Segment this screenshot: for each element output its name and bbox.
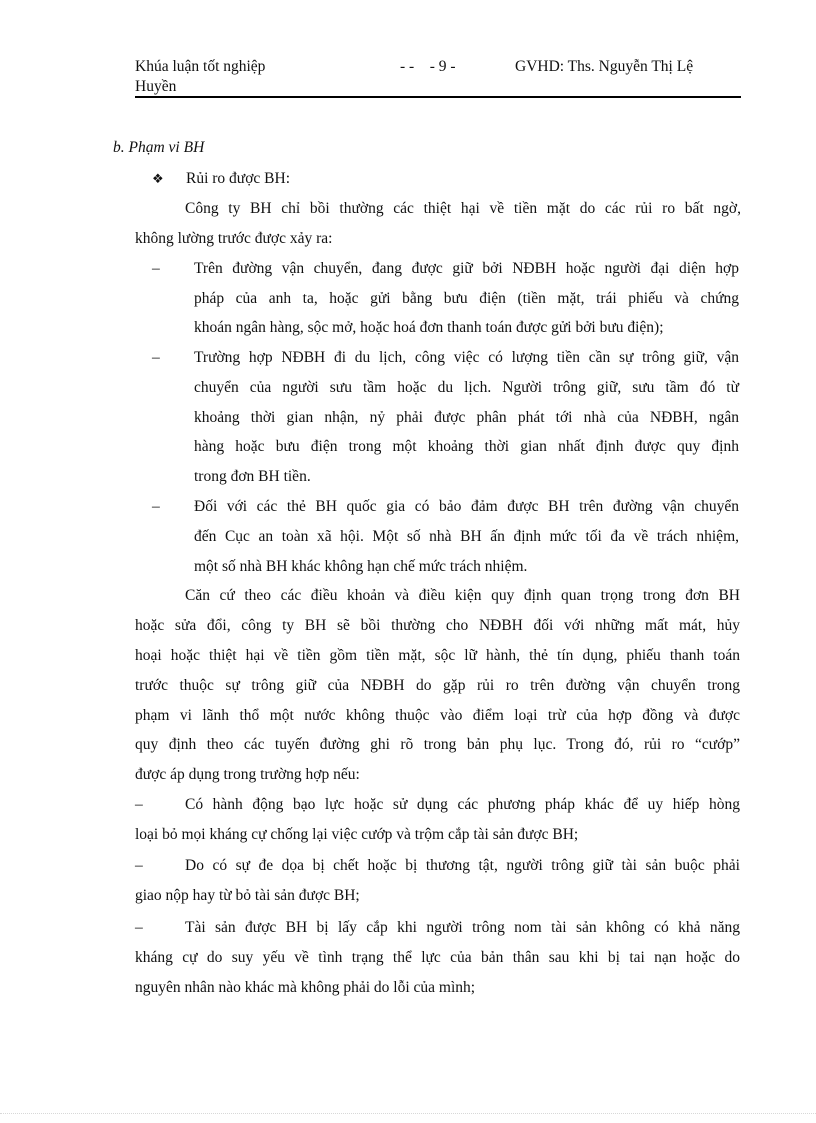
paragraph-line: hoặc sửa đổi, công ty BH sẽ bồi thường cho NĐBH đối với những mất mát, hủy: [135, 617, 740, 634]
list-item-line: Trên đường vận chuyển, đang được giữ bởi NĐBH hoặc người đại diện hợp: [194, 260, 739, 277]
list-item-line: một số nhà BH khác không hạn chế mức trách nhiệm.: [194, 558, 528, 575]
paragraph-line: trước thuộc sự trông giữ của NĐBH do gặp rủi ro trên đường vận chuyển trong: [135, 677, 740, 694]
bullet-heading: Rủi ro được BH:: [186, 170, 290, 187]
page-bottom-border: [0, 1113, 816, 1114]
dash-bullet: –: [152, 498, 160, 515]
list-item-line: Do có sự đe dọa bị chết hoặc bị thương tật, người trông giữ tài sản buộc phải: [185, 857, 740, 874]
list-item-line: Tài sản được BH bị lấy cắp khi người trông nom tài sản không có khả năng: [185, 919, 740, 936]
list-item-line: loại bỏ mọi kháng cự chống lại việc cướp và trộm cắp tài sản được BH;: [135, 826, 579, 843]
list-item-line: Trường hợp NĐBH đi du lịch, công việc có lượng tiền cần sự trông giữ, vận: [194, 349, 739, 366]
header-thesis-label-wrap: Huyền: [135, 78, 177, 95]
dash-bullet: –: [152, 349, 160, 366]
header-divider: [135, 96, 741, 98]
list-item-line: đến Cục an toàn xã hội. Một số nhà BH ấn định mức tối đa về trách nhiệm,: [194, 528, 739, 545]
paragraph-line: hoại hoặc thiệt hại về tiền gồm tiền mặt, sộc lữ hành, thẻ tín dụng, phiếu thanh toán: [135, 647, 740, 664]
page-header: [135, 57, 741, 97]
list-item-line: pháp của anh ta, hoặc gửi bằng bưu điện (tiền mặt, trái phiếu và chứng: [194, 290, 739, 307]
list-item-line: hàng hoặc bưu điện trong một khoảng thời gian nhất định được quy định: [194, 438, 739, 455]
header-supervisor: GVHD: Ths. Nguyễn Thị Lệ: [515, 58, 694, 75]
dash-bullet: –: [135, 796, 143, 813]
paragraph-line: Căn cứ theo các điều khoản và điều kiện quy định quan trọng trong đơn BH: [185, 587, 740, 604]
paragraph-line: quy định theo các tuyến đường ghi rõ trong bản phụ lục. Trong đó, rủi ro “cướp”: [135, 736, 740, 753]
dash-bullet: –: [135, 857, 143, 874]
dash-bullet: –: [135, 919, 143, 936]
diamond-bullet-icon: ❖: [152, 172, 164, 187]
list-item-line: giao nộp hay từ bỏ tài sản được BH;: [135, 887, 360, 904]
list-item-line: Có hành động bạo lực hoặc sử dụng các phương pháp khác để uy hiếp hòng: [185, 796, 740, 813]
paragraph-line: phạm vi lãnh thổ một nước không thuộc vào điểm loại trừ của hợp đồng và được: [135, 707, 740, 724]
list-item-line: chuyển của người sưu tầm hoặc du lịch. Người trông giữ, sưu tầm đó từ: [194, 379, 739, 396]
section-title: b. Phạm vi BH: [113, 139, 205, 156]
dash-bullet: –: [152, 260, 160, 277]
paragraph-line: được áp dụng trong trường hợp nếu:: [135, 766, 360, 783]
list-item-line: khoảng thời gian nhận, nỷ phải được phân phát tới nhà của NĐBH, ngân: [194, 409, 739, 426]
header-thesis-label: Khúa luận tốt nghiệp: [135, 58, 266, 75]
header-page-number: - - - 9 -: [400, 58, 456, 75]
list-item-line: kháng cự do suy yếu về tình trạng thể lực của bản thân sau khi bị tai nạn hoặc do: [135, 949, 740, 966]
list-item-line: nguyên nhân nào khác mà không phải do lỗi của mình;: [135, 979, 476, 996]
intro-line: Công ty BH chỉ bồi thường các thiệt hại về tiền mặt do các rủi ro bất ngờ,: [185, 200, 741, 217]
list-item-line: khoán ngân hàng, sộc mở, hoặc hoá đơn thanh toán được gửi bởi bưu điện);: [194, 319, 664, 336]
list-item-line: trong đơn BH tiền.: [194, 468, 311, 485]
intro-line: không lường trước được xảy ra:: [135, 230, 333, 247]
list-item-line: Đối với các thẻ BH quốc gia có bảo đảm được BH trên đường vận chuyển: [194, 498, 739, 515]
